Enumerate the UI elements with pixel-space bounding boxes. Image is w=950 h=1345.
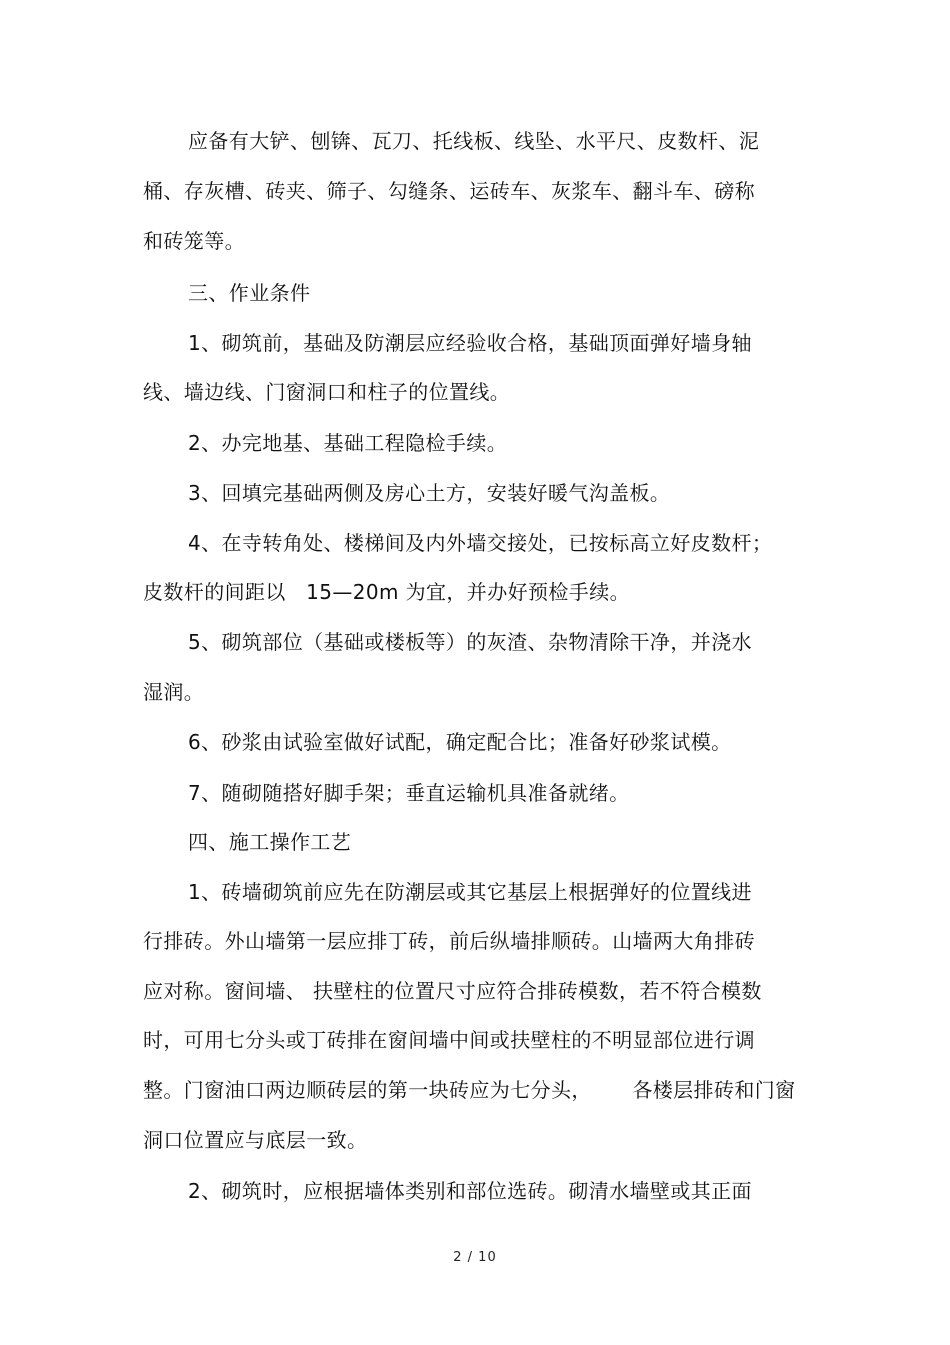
text-line: 皮数杆的间距以 15—20m 为宜，并办好预检手续。 [143, 580, 631, 604]
text-line: 4、在寺转角处、楼梯间及内外墙交接处，已按标高立好皮数杆； [188, 531, 773, 555]
page-number: 2 / 10 [453, 1250, 497, 1265]
section-heading: 三、作业条件 [188, 281, 311, 305]
section-heading: 四、施工操作工艺 [188, 830, 352, 854]
text-line: 2、砌筑时，应根据墙体类别和部位选砖。砌清水墙壁或其正面 [188, 1179, 752, 1203]
text-line: 行排砖。外山墙第一层应排丁砖，前后纵墙排顺砖。山墙两大角排砖 [143, 929, 755, 953]
text-line: 7、随砌随搭好脚手架；垂直运输机具准备就绪。 [188, 781, 630, 805]
text-line: 线、墙边线、门窗洞口和柱子的位置线。 [143, 380, 511, 404]
text-line: 洞口位置应与底层一致。 [143, 1128, 368, 1152]
text-line: 6、砂浆由试验室做好试配，确定配合比；准备好砂浆试模。 [188, 730, 732, 754]
text-line: 2、办完地基、基础工程隐检手续。 [188, 431, 508, 455]
text-line: 3、回填完基础两侧及房心土方，安装好暖气沟盖板。 [188, 481, 671, 505]
text-line: 湿润。 [143, 680, 205, 704]
text-line: 1、砖墙砌筑前应先在防潮层或其它基层上根据弹好的位置线进 [188, 880, 752, 904]
text-line: 桶、存灰槽、砖夹、筛子、勾缝条、运砖车、灰浆车、翻斗车、磅称 [143, 179, 755, 203]
text-line: 应对称。窗间墙、 扶壁柱的位置尺寸应符合排砖模数，若不符合模数 [143, 979, 762, 1003]
text-line: 整。门窗油口两边顺砖层的第一块砖应为七分头， 各楼层排砖和门窗 [143, 1078, 796, 1102]
text-line: 时，可用七分头或丁砖排在窗间墙中间或扶壁柱的不明显部位进行调 [143, 1028, 755, 1052]
text-line: 5、砌筑部位（基础或楼板等）的灰渣、杂物清除干净，并浇水 [188, 630, 752, 654]
text-line: 应备有大铲、刨锛、瓦刀、托线板、线坠、水平尺、皮数杆、泥 [188, 129, 760, 153]
text-line: 1、砌筑前，基础及防潮层应经验收合格，基础顶面弹好墙身轴 [188, 331, 752, 355]
text-line: 和砖笼等。 [143, 229, 245, 253]
